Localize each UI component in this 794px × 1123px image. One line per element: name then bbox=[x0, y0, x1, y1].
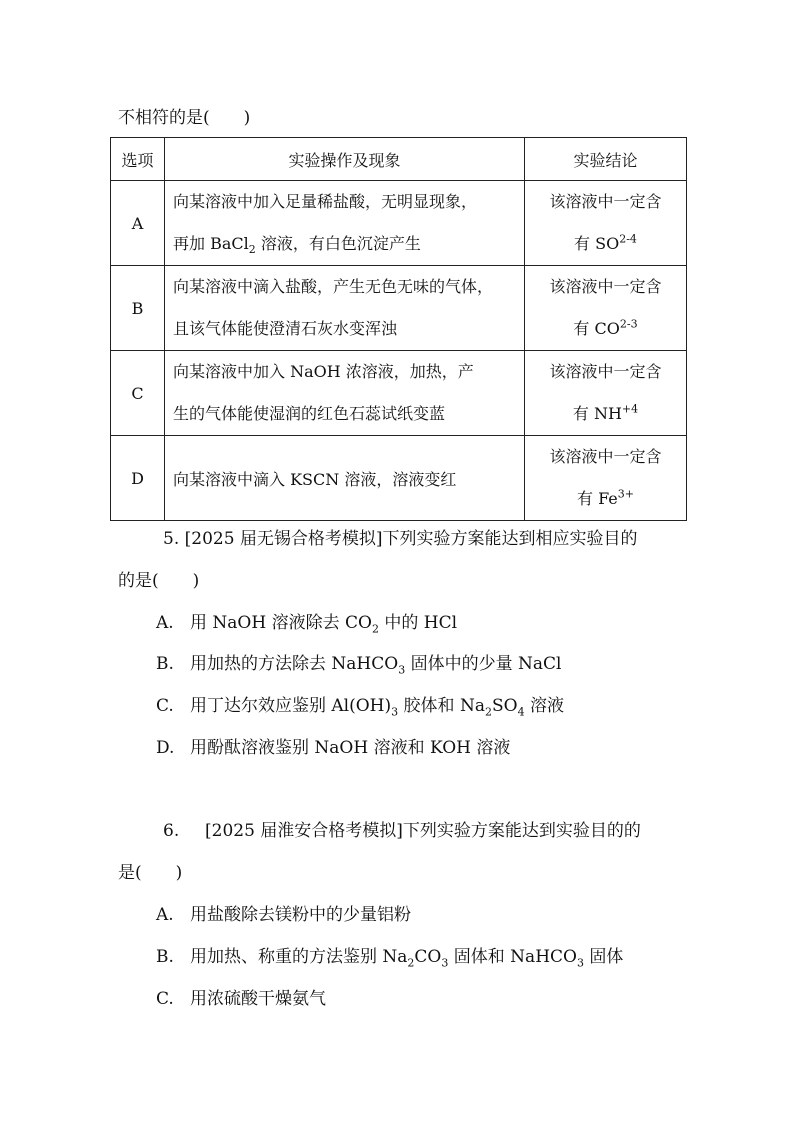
header-option: 选项 bbox=[111, 138, 165, 181]
option-label: B. bbox=[156, 654, 174, 674]
operation-line-1: 向某溶液中加入 NaOH 浓溶液，加热，产 bbox=[173, 362, 474, 381]
conclusion-line-1: 该溶液中一定含 bbox=[549, 192, 662, 211]
option-label: A. bbox=[156, 905, 174, 925]
row-operation bbox=[165, 181, 525, 266]
option-label: C. bbox=[156, 989, 174, 1009]
q6-stem-number: 6. bbox=[163, 821, 180, 841]
table-row-c bbox=[111, 351, 687, 436]
q5-option-d: D. 用酚酞溶液鉴别 NaOH 溶液和 KOH 溶液 bbox=[156, 738, 511, 758]
operation-line-2: 生的气体能使湿润的红色石蕊试纸变蓝 bbox=[173, 404, 446, 423]
table-row-b bbox=[111, 266, 687, 351]
option-label: B. bbox=[156, 947, 174, 967]
row-option: B bbox=[111, 266, 165, 351]
q5-stem-line-1: 5. [2025 届无锡合格考模拟]下列实验方案能达到相应实验目的 bbox=[163, 529, 638, 549]
conclusion-line-2: 有 CO$^{2-3}$ bbox=[573, 317, 638, 338]
q5-option-c: C. 用丁达尔效应鉴别 $Al(OH)_3$ 胶体和 $Na_2SO_4$ 溶液 bbox=[156, 696, 564, 719]
row-conclusion bbox=[525, 351, 687, 436]
operation-line-1: 向某溶液中滴入盐酸，产生无色无味的气体， bbox=[173, 277, 494, 296]
q6-option-b: B. 用加热、称重的方法鉴别 $Na_2CO_3$ 固体和 NaHCO$_3$ 固体 bbox=[156, 947, 624, 970]
conclusion-line-1: 该溶液中一定含 bbox=[549, 362, 662, 381]
q5-option-a: A. 用 NaOH 溶液除去 $CO_2$ 中的 HCl bbox=[156, 613, 458, 636]
row-option: C bbox=[111, 351, 165, 436]
header-operation: 实验操作及现象 bbox=[165, 138, 525, 181]
operation-line-2: 且该气体能使澄清石灰水变浑浊 bbox=[173, 319, 398, 338]
q5-option-b: B. 用加热的方法除去 NaHCO$_3$ 固体中的少量 NaCl bbox=[156, 654, 562, 677]
table-row-d bbox=[111, 436, 687, 521]
q4-stem-tail: 不相符的是( ) bbox=[118, 108, 251, 128]
q6-option-a: A. 用盐酸除去镁粉中的少量铝粉 bbox=[156, 905, 411, 925]
conclusion-line-2: 有 $NH^{+4}$ bbox=[572, 402, 639, 423]
option-label: C. bbox=[156, 696, 174, 716]
option-label: A. bbox=[156, 613, 174, 633]
table-row-a bbox=[111, 181, 687, 266]
q6-stem-line-1: [2025 届淮安合格考模拟]下列实验方案能达到实验目的的 bbox=[205, 821, 641, 841]
conclusion-line-2: 有 SO$^{2-4}$ bbox=[574, 232, 637, 253]
experiment-table bbox=[110, 137, 687, 521]
operation-line-2: 再加 BaCl$_2$ 溶液，有白色沉淀产生 bbox=[173, 234, 421, 257]
row-conclusion bbox=[525, 181, 687, 266]
table-header-row bbox=[111, 138, 687, 181]
row-option: A bbox=[111, 181, 165, 266]
header-conclusion: 实验结论 bbox=[525, 138, 687, 181]
row-conclusion bbox=[525, 436, 687, 521]
q6-stem-line-2: 是( ) bbox=[118, 863, 183, 883]
row-operation: 向某溶液中滴入 KSCN 溶液，溶液变红 bbox=[165, 436, 525, 521]
operation-line-1: 向某溶液中加入足量稀盐酸，无明显现象， bbox=[173, 192, 478, 211]
row-operation bbox=[165, 266, 525, 351]
conclusion-line-1: 该溶液中一定含 bbox=[549, 447, 662, 466]
row-option: D bbox=[111, 436, 165, 521]
conclusion-line-2: 有 $Fe^{3+}$ bbox=[576, 487, 634, 508]
option-label: D. bbox=[156, 738, 175, 758]
conclusion-line-1: 该溶液中一定含 bbox=[549, 277, 662, 296]
row-conclusion bbox=[525, 266, 687, 351]
q5-stem-line-2: 的是( ) bbox=[118, 571, 200, 591]
q6-option-c: C. 用浓硫酸干燥氨气 bbox=[156, 989, 326, 1009]
row-operation bbox=[165, 351, 525, 436]
